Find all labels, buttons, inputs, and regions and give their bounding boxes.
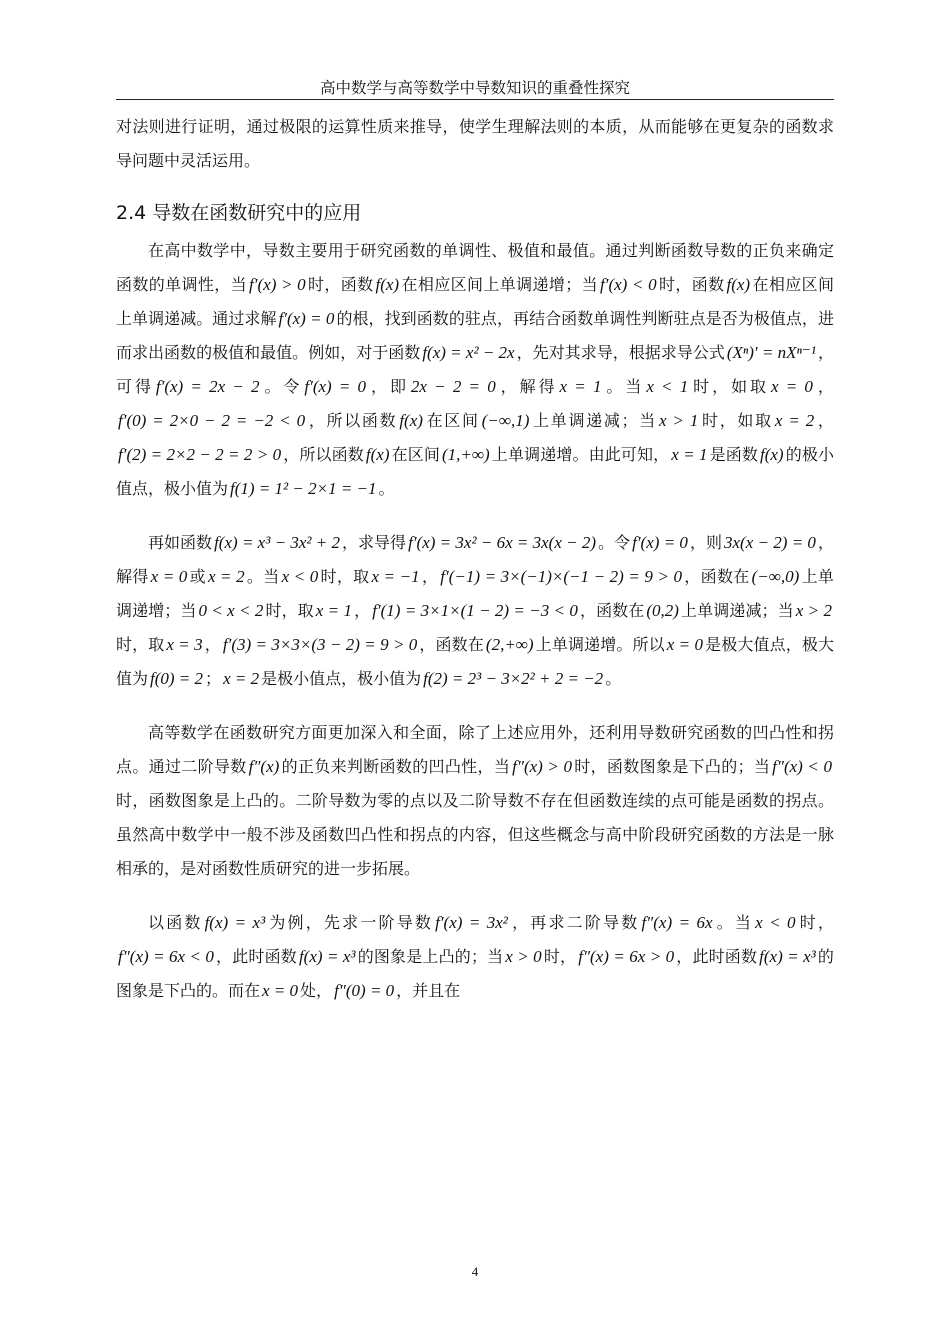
math-expression: f(x) (365, 445, 390, 464)
text-run: ，再求二阶导数 (509, 913, 640, 932)
text-run: 在高中数学中，导数主要用于研究函数的单调性、极值和最值。通过判断函数导数的正负来确定函数的单调性，当 (116, 241, 834, 294)
math-expression: x = 2 (207, 567, 245, 586)
text-run: ， (354, 601, 371, 620)
math-expression: x = 2 (774, 411, 815, 430)
text-run: ， (814, 377, 834, 396)
text-run: ，函数在 (419, 635, 484, 654)
math-expression: f″(x) = 6x > 0 (578, 947, 675, 966)
text-run: 。当 (246, 567, 280, 586)
text-run: 时，函数 (307, 275, 374, 294)
text-run: 高等数学在函数研究方面更加深入和全面，除了上述应用外，还利用导数研究函数的凹凸性和拐点。通过二阶导数 (116, 723, 834, 776)
text-run: 对法则进行证明，通过极限的运算性质来推导，使学生理解法则的本质，从而能够在更复杂的函数求导问题中灵活运用。 (116, 117, 834, 170)
text-run: ，即 (368, 377, 409, 396)
math-expression: x = 1 (315, 601, 352, 620)
math-expression: f′(x) = 0 (632, 533, 688, 552)
text-run: 在相应区间上单调递增；当 (401, 275, 599, 294)
text-run: ，解得 (497, 377, 558, 396)
paragraph-example-cubic (116, 526, 834, 696)
text-run: 是极大值点，极大值为 (116, 635, 834, 688)
text-run: 为例，先求一阶导数 (267, 913, 434, 932)
text-run: 处， (300, 981, 333, 1000)
text-run: 再如函数 (148, 533, 213, 552)
paragraph-monotonicity (116, 234, 834, 506)
math-expression: f′(3) = 3×3×(3 − 2) = 9 > 0 (222, 635, 418, 654)
math-expression: f′(2) = 2×2 − 2 = 2 > 0 (118, 445, 282, 464)
math-expression: f′(0) = 2×0 − 2 = −2 < 0 (118, 411, 306, 430)
text-run: 的极小值点，极小值为 (116, 445, 834, 498)
text-run: 时，函数图象是下凸的；当 (573, 757, 771, 776)
text-run: 。 (605, 669, 622, 688)
text-run: ，并且在 (396, 981, 461, 1000)
math-expression: x = −1 (371, 567, 420, 586)
text-run: ，解得 (116, 533, 834, 586)
math-expression: f′(1) = 3×1×(1 − 2) = −3 < 0 (372, 601, 578, 620)
text-run: ，此时函数 (215, 947, 297, 966)
paragraph-example-x-cubed (116, 906, 834, 1008)
math-expression: x = 2 (223, 669, 260, 688)
paragraph-continuation (116, 110, 834, 178)
math-expression: (1,+∞) (442, 445, 490, 464)
text-run: 以函数 (148, 913, 203, 932)
text-run: ， (816, 411, 834, 430)
page-body (116, 110, 834, 1008)
text-run: 是极小值点，极小值为 (261, 669, 422, 688)
math-expression: x > 1 (658, 411, 699, 430)
text-run: 时，函数 (658, 275, 725, 294)
math-expression: f″(x) = 6x < 0 (118, 947, 214, 966)
math-expression: f″(x) < 0 (772, 757, 832, 776)
math-expression: f′(x) = 2x − 2 (155, 377, 260, 396)
math-expression: x > 2 (795, 601, 832, 620)
text-run: 时，取 (265, 601, 314, 620)
text-run: 。当 (603, 377, 645, 396)
text-run: 时，函数图象是上凸的。二阶导数为零的点以及二阶导数不存在但函数连续的点可能是函数的拐点。虽然高中数学中一般不涉及函数凹凸性和拐点的内容，但这些概念与高中阶段研究函数的方法是一脉相承的，是对函数性质研究的进一步拓展。 (116, 791, 834, 878)
text-run: ， (421, 567, 439, 586)
page-number: 4 (471, 1264, 479, 1279)
text-run: 时， (797, 913, 834, 932)
text-run: 的正负来判断函数的凹凸性，当 (281, 757, 511, 776)
text-run: 。令 (598, 533, 631, 552)
text-run: 时，取 (116, 635, 165, 654)
text-run: 时，如取 (690, 377, 769, 396)
text-run: 时， (543, 947, 577, 966)
math-expression: f(x) = x³ − 3x² + 2 (214, 533, 340, 552)
math-expression: f′(x) = 0 (278, 309, 335, 328)
text-run: ，求导得 (341, 533, 407, 552)
math-expression: f(2) = 2³ − 3×2² + 2 = −2 (423, 669, 604, 688)
section-heading: 2.4 导数在函数研究中的应用 (116, 202, 362, 224)
text-run: 的图象是上凸的；当 (357, 947, 504, 966)
text-run: 上单调递减；当 (680, 601, 794, 620)
math-expression: f(x) (760, 445, 784, 464)
text-run: 。当 (714, 913, 754, 932)
math-expression: f(x) = x³ (204, 913, 266, 932)
text-run: 在区间 (424, 411, 480, 430)
math-expression: f′(x) = 3x² − 6x = 3x(x − 2) (408, 533, 597, 552)
text-run: 上单调递增。所以 (535, 635, 665, 654)
math-expression: x > 0 (505, 947, 542, 966)
math-expression: 2x − 2 = 0 (410, 377, 496, 396)
math-expression: x < 0 (755, 913, 796, 932)
math-expression: (0,2) (646, 601, 679, 620)
text-run: 。令 (261, 377, 303, 396)
text-run: ，函数在 (579, 601, 645, 620)
text-run: ，函数在 (683, 567, 750, 586)
math-expression: f″(0) = 0 (334, 981, 395, 1000)
text-run: 上单调递增。由此可知， (491, 445, 670, 464)
text-run: 时，如取 (700, 411, 773, 430)
math-expression: x < 0 (281, 567, 319, 586)
text-run: ，先对其求导，根据求导公式 (516, 343, 725, 362)
math-expression: x = 1 (559, 377, 602, 396)
text-run: 在区间 (391, 445, 441, 464)
text-run: 上单调递增；当 (116, 567, 834, 620)
math-expression: f″(x) (248, 757, 280, 776)
text-run: ，所以函数 (307, 411, 398, 430)
text-run: ，此时函数 (676, 947, 758, 966)
math-expression: f′(−1) = 3×(−1)×(−1 − 2) = 9 > 0 (440, 567, 682, 586)
text-run: 的图象是下凸的。而在 (116, 947, 834, 1000)
math-expression: x = 0 (666, 635, 703, 654)
math-expression: f″(x) = 6x (641, 913, 713, 932)
math-expression: f(x) (375, 275, 400, 294)
math-expression: f(x) = x² − 2x (422, 343, 515, 362)
text-run: 或 (189, 567, 206, 586)
math-expression: f′(x) = 0 (304, 377, 367, 396)
math-expression: 0 < x < 2 (198, 601, 264, 620)
text-run: ，所以函数 (283, 445, 364, 464)
math-expression: f′(x) = 3x² (435, 913, 508, 932)
math-expression: f(1) = 1² − 2×1 = −1 (230, 479, 377, 498)
math-expression: f(x) (399, 411, 423, 430)
math-expression: x = 0 (771, 377, 813, 396)
math-expression: f(x) = x³ (298, 947, 356, 966)
math-expression: f(x) = x³ (759, 947, 816, 966)
text-run: 在相应区间上单调递减。通过求解 (116, 275, 834, 328)
math-expression: 3x(x − 2) = 0 (724, 533, 816, 552)
math-expression: (Xⁿ)′ = nXⁿ⁻¹ (726, 343, 816, 362)
text-run: 。 (378, 479, 395, 498)
math-expression: x < 1 (646, 377, 689, 396)
math-expression: f(x) (726, 275, 751, 294)
math-expression: f′(x) < 0 (600, 275, 657, 294)
text-run: ，可得 (116, 343, 834, 396)
math-expression: x = 1 (671, 445, 708, 464)
math-expression: (2,+∞) (485, 635, 534, 654)
math-expression: (−∞,0) (751, 567, 800, 586)
text-run: ； (205, 669, 222, 688)
text-run: 上单调递减；当 (531, 411, 657, 430)
math-expression: f′(x) > 0 (249, 275, 306, 294)
text-run: 是函数 (709, 445, 758, 464)
text-run: ， (204, 635, 221, 654)
math-expression: (−∞,1) (481, 411, 530, 430)
text-run: 时，取 (320, 567, 370, 586)
math-expression: x = 0 (262, 981, 299, 1000)
text-run: ，则 (689, 533, 722, 552)
math-expression: f″(x) > 0 (512, 757, 572, 776)
math-expression: x = 3 (166, 635, 203, 654)
math-expression: x = 0 (150, 567, 188, 586)
header-rule (116, 99, 834, 100)
running-header: 高中数学与高等数学中导数知识的重叠性探究 (319, 79, 630, 97)
math-expression: f(0) = 2 (150, 669, 204, 688)
paragraph-concavity (116, 716, 834, 886)
text-run: 的根，找到函数的驻点，再结合函数单调性判断驻点是否为极值点，进而求出函数的极值和最值。例如，对于函数 (116, 309, 834, 362)
